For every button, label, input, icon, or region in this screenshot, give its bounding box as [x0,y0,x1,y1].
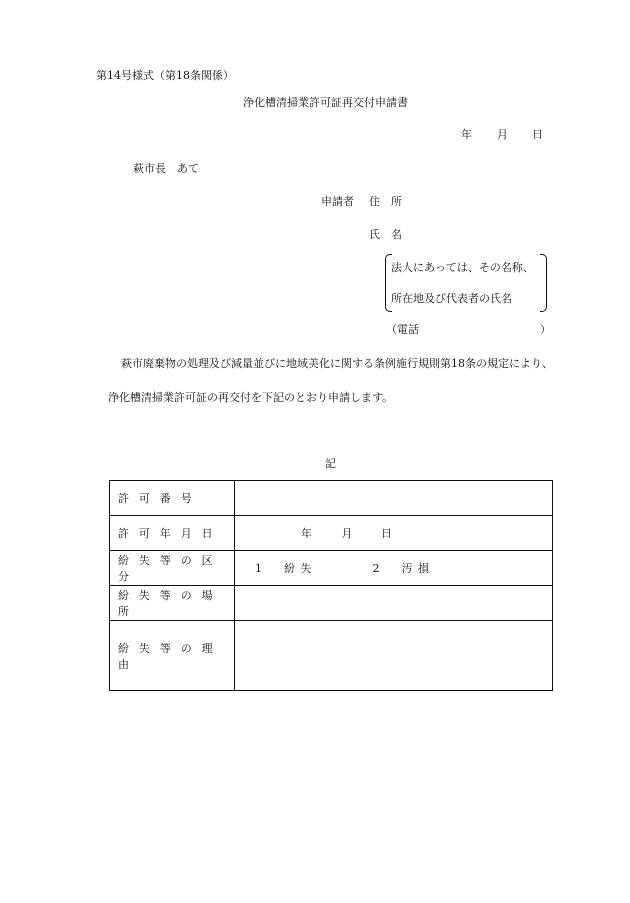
applicant-label: 申請者 [321,195,354,208]
date-day-label: 日 [532,128,543,141]
form-number: 第14号様式（第18条関係） [96,69,234,82]
table-row [110,481,553,516]
permit-date-field[interactable] [235,516,553,551]
phone-close-paren: ） [540,323,551,336]
date-month-label: 月 [497,128,508,141]
permit-number-field[interactable] [235,481,553,516]
addressee: 萩市長 あて [133,162,199,175]
corporate-note-line1: 法人にあっては、その名称、 [391,261,534,274]
loss-place-label: 紛失等の場所 [110,586,235,621]
permit-date-year: 年 [301,527,312,540]
table-row [110,586,553,621]
loss-reason-field[interactable] [235,621,553,691]
application-table [109,480,553,691]
table-row [110,621,553,691]
name-label: 氏 名 [369,228,402,241]
address-label: 住 所 [369,195,402,208]
loss-reason-label: 紛失等の理由 [110,621,235,691]
loss-category-field[interactable] [235,551,553,586]
ki-heading: 記 [325,457,336,470]
permit-date-label: 許可年月日 [110,516,235,551]
body-text-line1: 萩市廃棄物の処理及び減量並びに地域美化に関する条例施行規則第18条の規定により、 [121,357,553,370]
loss-place-field[interactable] [235,586,553,621]
loss-category-label: 紛失等の区分 [110,551,235,586]
loss-option-lost[interactable]: 1 紛失 [255,562,317,575]
permit-date-day: 日 [381,527,392,540]
body-text-line2: 浄化槽清掃業許可証の再交付を下記のとおり申請します。 [108,391,394,404]
corporate-note-line2: 所在地及び代表者の氏名 [391,292,512,305]
document-title: 浄化槽清掃業許可証再交付申請書 [243,96,408,109]
table-row [110,551,553,586]
loss-option-damaged[interactable]: 2 汚損 [372,562,435,575]
permit-date-month: 月 [341,527,353,540]
phone-label: （電話 [386,323,419,336]
permit-number-label: 許可番号 [110,481,235,516]
table-row [110,516,553,551]
date-year-label: 年 [461,128,472,141]
